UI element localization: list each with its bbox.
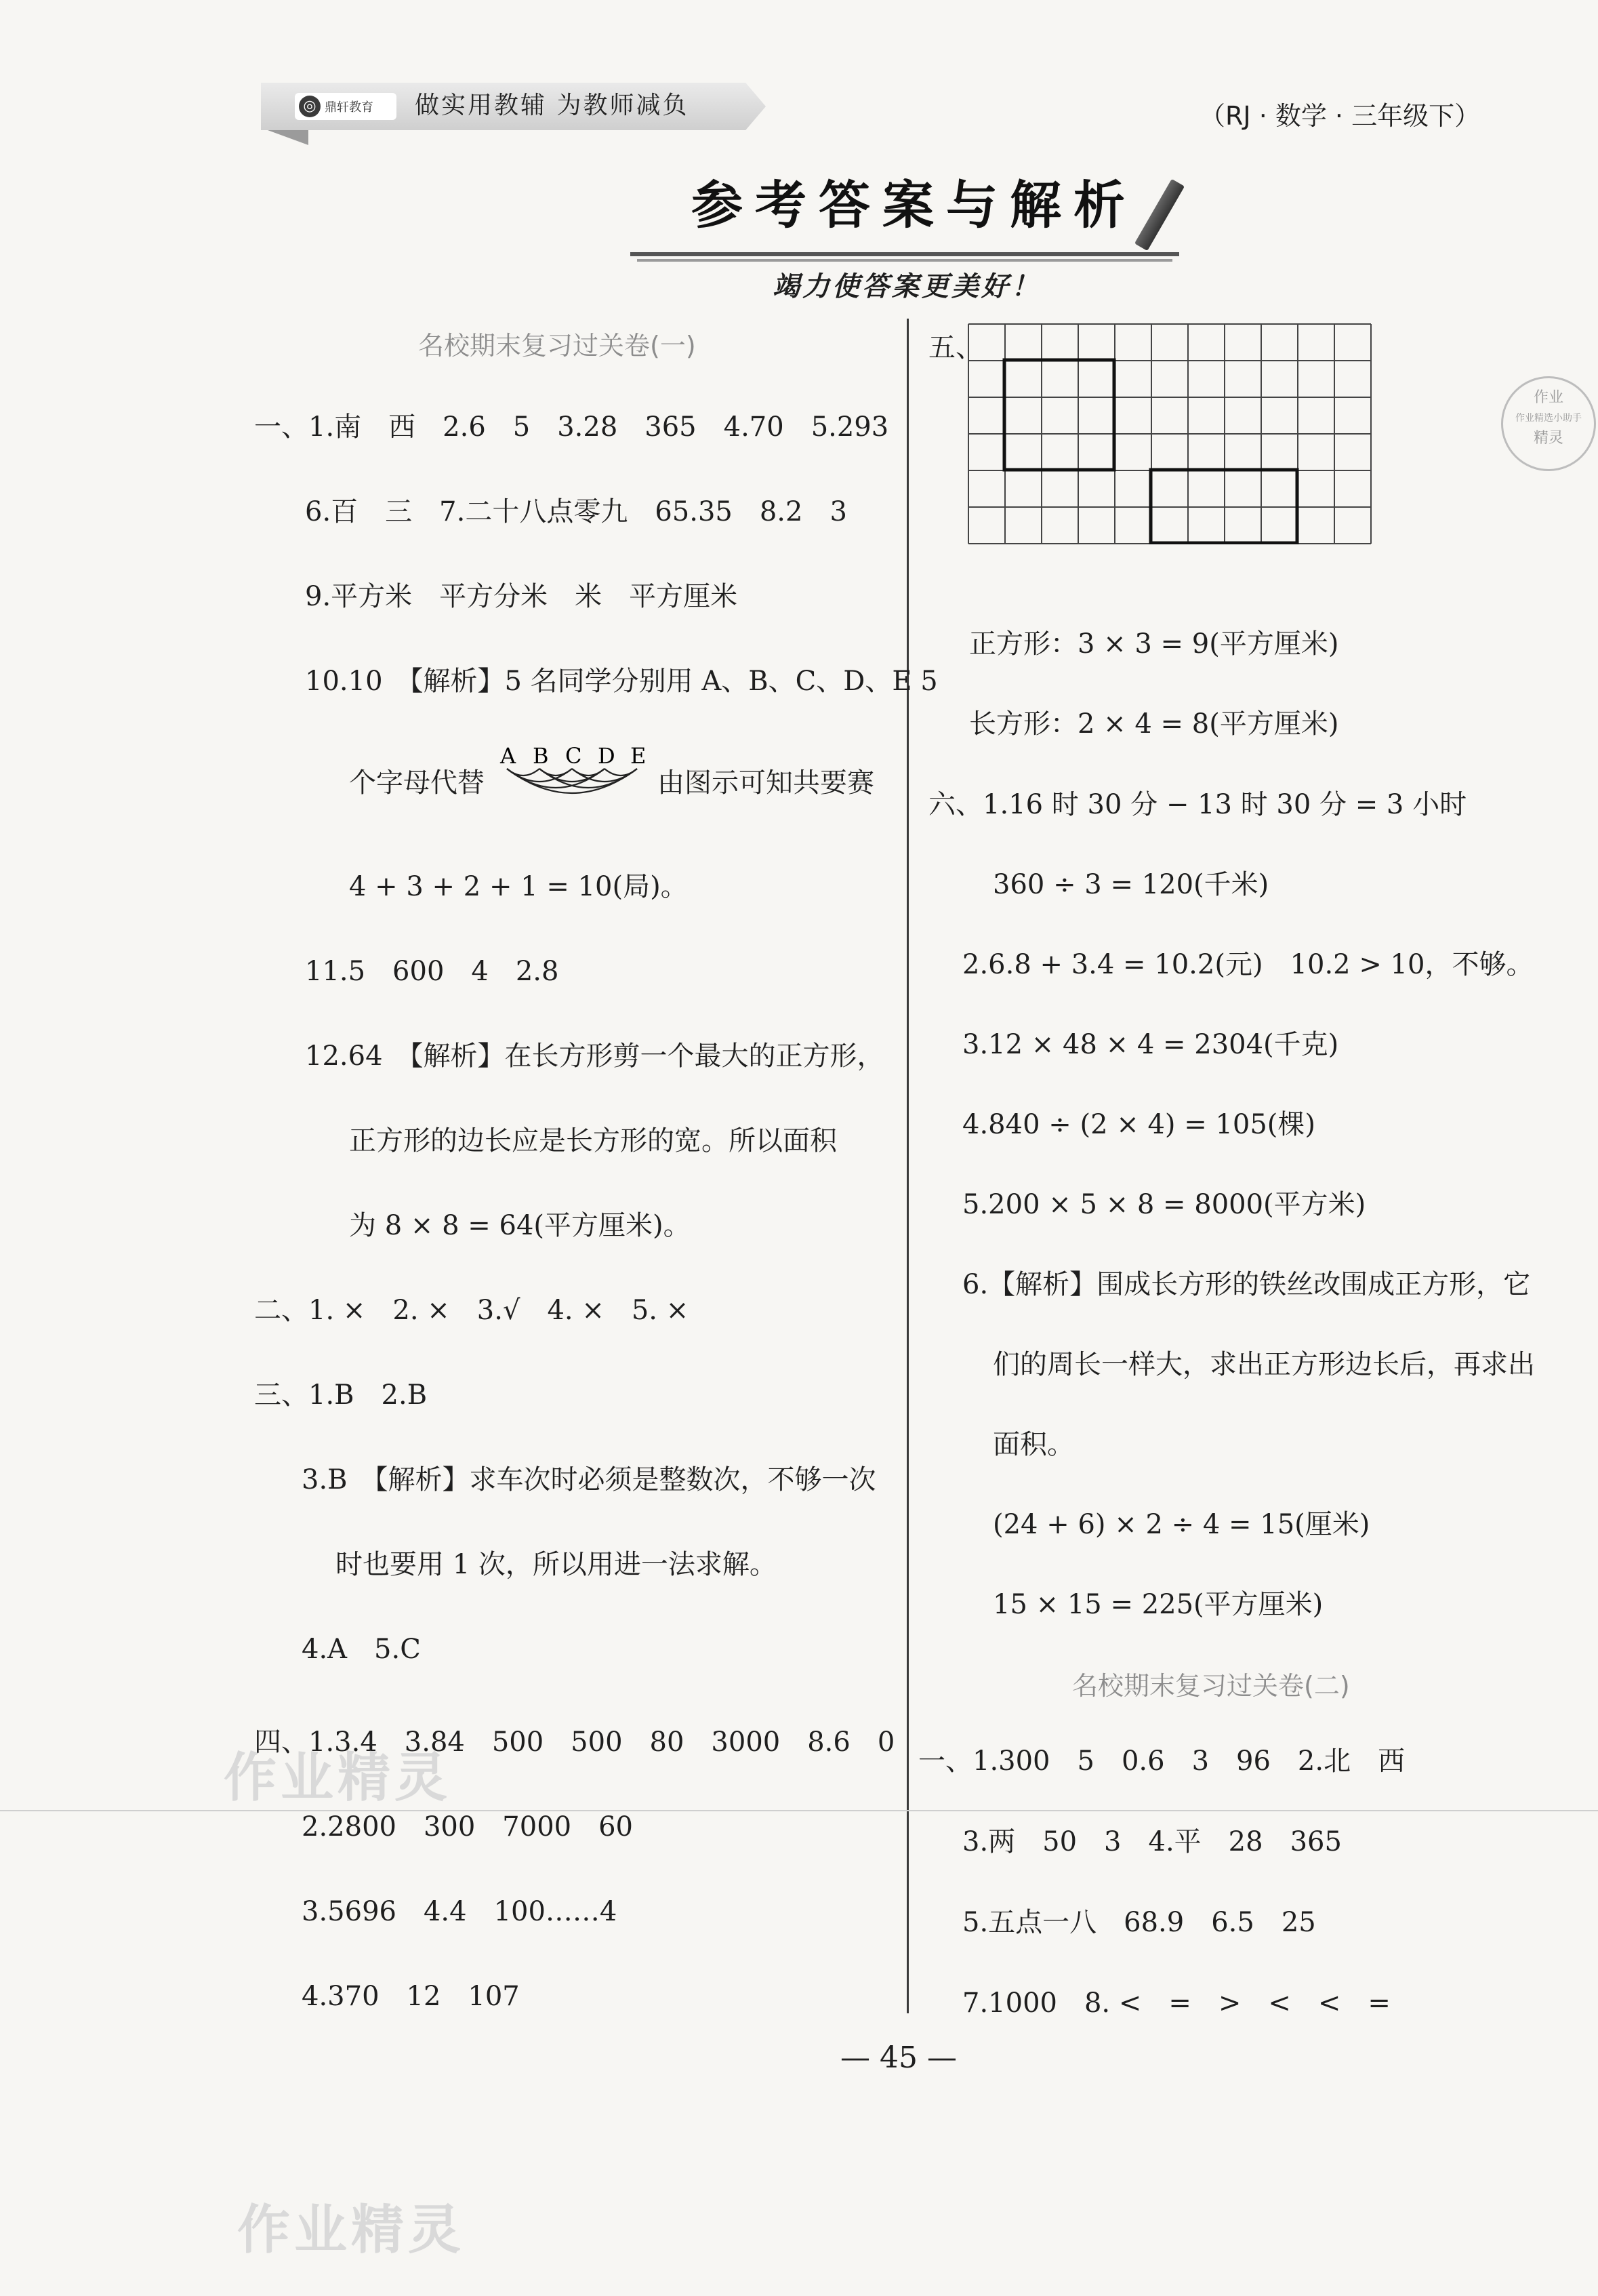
stamp-line-1: 作业 [1533,389,1563,406]
letter-d: D [598,743,615,769]
answer-line: 6.百 三 7.二十八点零九 65.35 8.2 3 [305,496,847,527]
answer-line: 正方形的边长应是长方形的宽。所以面积 [349,1125,837,1156]
letter-b: B [533,743,549,769]
answer-line: 们的周长一样大，求出正方形边长后，再求出 [993,1349,1535,1380]
course-label: （RJ · 数学 · 三年级下） [1200,101,1481,131]
answer-line: 2.6.8 + 3.4 = 10.2(元) 10.2 > 10，不够。 [962,949,1534,980]
answer-line: 六、1.16 时 30 分 − 13 时 30 分 = 3 小时 [928,789,1467,820]
watermark: 作业精灵 [224,1747,452,1809]
title-rule [630,252,1179,256]
column-divider [907,319,909,2013]
answer-line: 10.10 【解析】5 名同学分别用 A、B、C、D、E 5 [305,666,938,697]
answer-line: 时也要用 1 次，所以用进一法求解。 [335,1549,777,1580]
corner-stamp [1501,376,1596,471]
answer-line: 12.64 【解析】在长方形剪一个最大的正方形， [305,1041,884,1072]
answer-line: 2.2800 300 7000 60 [302,1811,634,1842]
logo-text: 鼎轩教育 [325,100,373,115]
logo-icon: ◎ [299,96,321,117]
answer-line: 3.两 50 3 4.平 28 365 [962,1826,1342,1857]
publisher-logo [295,93,396,120]
answer-line: 为 8 × 8 = 64(平方厘米)。 [349,1210,691,1241]
match-arcs [507,769,637,793]
answer-line: 3.12 × 48 × 4 = 2304(千克) [962,1029,1339,1060]
area-grid [968,323,1372,544]
page-title: 参考答案与解析 [691,175,1137,235]
scan-fold-line [0,1810,1598,1811]
section-title-1: 名校期末复习过关卷(一) [418,331,696,361]
answer-line: 长方形：2 × 4 = 8(平方厘米) [969,708,1339,740]
answer-line: 4.840 ÷ (2 × 4) = 105(棵) [962,1109,1316,1140]
answer-line: 4 + 3 + 2 + 1 = 10(局)。 [349,871,688,902]
square-shape [1004,360,1114,470]
grid-label: 五、 [928,332,983,363]
watermark: 作业精灵 [237,2199,466,2261]
header-slogan: 做实用教辅 为教师减负 [415,92,689,119]
section-title-2: 名校期末复习过关卷(二) [1072,1671,1350,1701]
answer-line: 5.五点一八 68.9 6.5 25 [962,1907,1316,1938]
answer-line: 6.【解析】围成长方形的铁丝改围成正方形，它 [962,1269,1531,1300]
answer-line: 5.200 × 5 × 8 = 8000(平方米) [962,1189,1366,1220]
banner-fold [268,130,308,145]
stamp-line-2: 作业精选小助手 [1515,413,1582,424]
letter-e: E [630,743,647,769]
answer-line: 9.平方米 平方分米 米 平方厘米 [305,581,738,612]
title-rule-shadow [637,259,1172,262]
letter-a: A [500,743,516,769]
answer-line: 个字母代替 [349,767,485,799]
stamp-line-3: 精灵 [1533,430,1563,447]
answer-line: 7.1000 8. < = > < < = [962,1988,1391,2019]
answer-line: 3.5696 4.4 100……4 [302,1896,617,1927]
answer-line: 360 ÷ 3 = 120(千米) [993,869,1269,900]
answer-line: 一、1.南 西 2.6 5 3.28 365 4.70 5.293 [254,411,889,443]
pencil-icon [1134,179,1185,251]
answer-line: 四、1.3.4 3.84 500 500 80 3000 8.6 0 [254,1727,895,1758]
answer-line: 一、1.300 5 0.6 3 96 2.北 西 [918,1746,1406,1777]
answer-line: 15 × 15 = 225(平方厘米) [993,1589,1324,1620]
answer-line: 二、1. × 2. × 3.√ 4. × 5. × [254,1295,689,1326]
answer-line: 4.370 12 107 [302,1981,520,2012]
answer-line: 由图示可知共要赛 [657,767,874,799]
answer-line: 3.B 【解析】求车次时必须是整数次，不够一次 [302,1464,876,1495]
match-diagram [488,739,657,813]
answer-line: 面积。 [993,1429,1074,1460]
answer-line: 11.5 600 4 2.8 [305,956,559,987]
answer-line: (24 + 6) × 2 ÷ 4 = 15(厘米) [993,1509,1370,1540]
letter-c: C [565,743,582,769]
answer-line: 4.A 5.C [302,1634,421,1665]
answer-line: 三、1.B 2.B [254,1379,428,1411]
page-number: — 45 — [840,2040,957,2075]
answer-line: 正方形：3 × 3 = 9(平方厘米) [969,628,1339,660]
page-subtitle: 竭力使答案更美好！ [773,270,1041,302]
grid-lines [968,324,1371,544]
